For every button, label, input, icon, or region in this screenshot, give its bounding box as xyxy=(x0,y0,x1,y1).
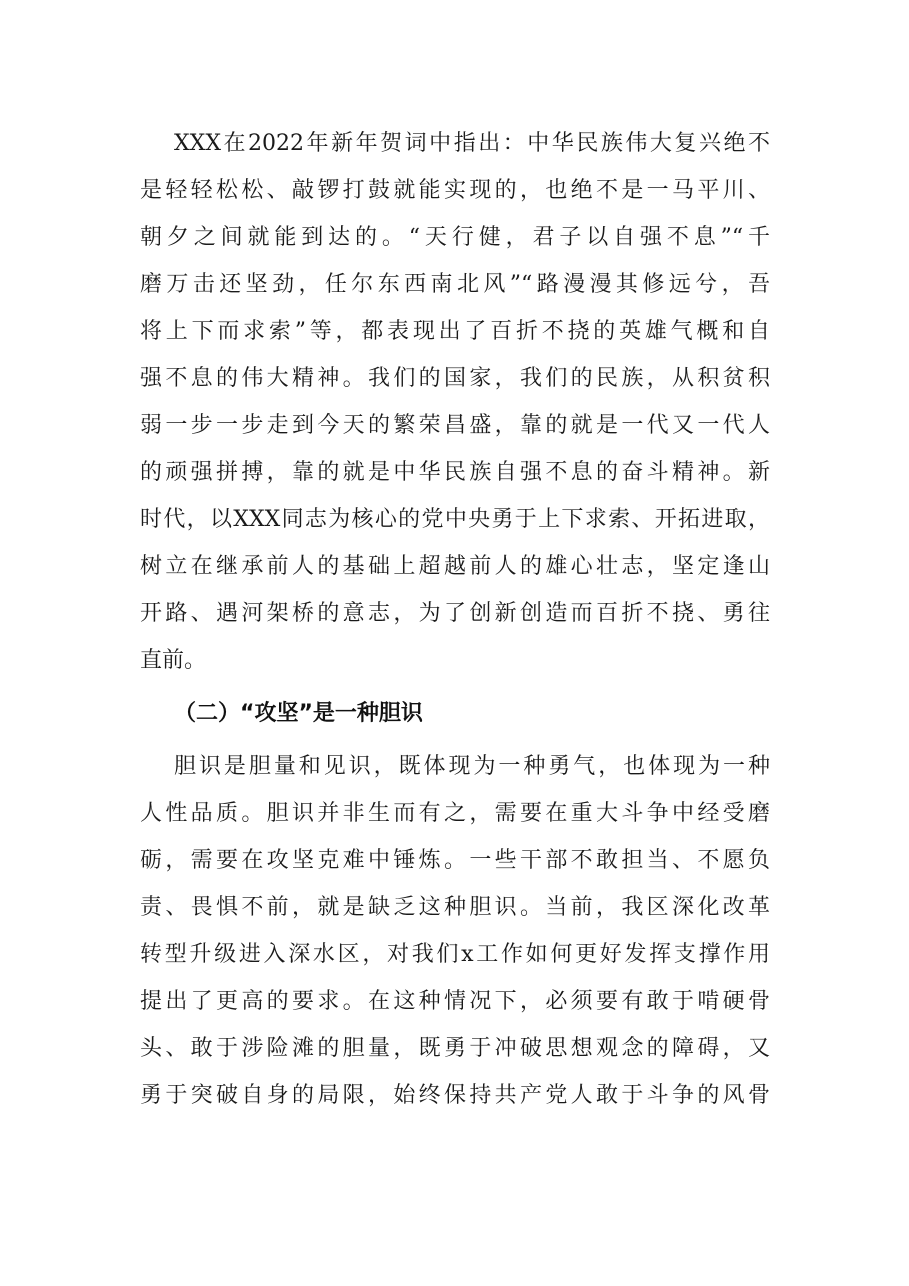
paragraph-line: 的顽强拼搏，靠的就是中华民族自强不息的奋斗精神。新 xyxy=(140,460,770,485)
paragraph-line: 直前。 xyxy=(140,648,207,673)
paragraph-line: 胆识是胆量和见识，既体现为一种勇气，也体现为一种 xyxy=(174,754,770,779)
paragraph-line: XXX在2022年新年贺词中指出：中华民族伟大复兴绝不 xyxy=(174,131,770,156)
paragraph-line: 砺，需要在攻坚克难中锤炼。一些干部不敢担当、不愿负 xyxy=(140,848,770,873)
paragraph-line: 责、畏惧不前，就是缺乏这种胆识。当前，我区深化改革 xyxy=(140,895,770,920)
paragraph-line: 磨万击还坚劲，任尔东西南北风”“路漫漫其修远兮，吾 xyxy=(140,272,770,297)
paragraph-line: 勇于突破自身的局限，始终保持共产党人敢于斗争的风骨 xyxy=(140,1083,770,1108)
paragraph-line: 人性品质。胆识并非生而有之，需要在重大斗争中经受磨 xyxy=(140,801,770,826)
paragraph-line: 树立在继承前人的基础上超越前人的雄心壮志，坚定逢山 xyxy=(140,554,770,579)
paragraph-line: 转型升级进入深水区，对我们x工作如何更好发挥支撑作用 xyxy=(140,942,770,967)
paragraph-line: 头、敢于涉险滩的胆量，既勇于冲破思想观念的障碍，又 xyxy=(140,1036,770,1061)
paragraph-line: 朝夕之间就能到达的。“天行健，君子以自强不息”“千 xyxy=(140,225,770,250)
paragraph-line: 弱一步一步走到今天的繁荣昌盛，靠的就是一代又一代人 xyxy=(140,413,770,438)
paragraph-line: 提出了更高的要求。在这种情况下，必须要有敢于啃硬骨 xyxy=(140,989,770,1014)
paragraph-line: 开路、遇河架桥的意志，为了创新创造而百折不挠、勇往 xyxy=(140,601,770,626)
paragraph-line: 是轻轻松松、敲锣打鼓就能实现的，也绝不是一马平川、 xyxy=(140,178,770,203)
paragraph-line: 强不息的伟大精神。我们的国家，我们的民族，从积贫积 xyxy=(140,366,770,391)
paragraph-line: 时代，以XXX同志为核心的党中央勇于上下求索、开拓进取， xyxy=(140,507,770,532)
section-heading: （二）“攻坚”是一种胆识 xyxy=(174,701,423,726)
paragraph-line: 将上下而求索”等，都表现出了百折不挠的英雄气概和自 xyxy=(140,319,770,344)
